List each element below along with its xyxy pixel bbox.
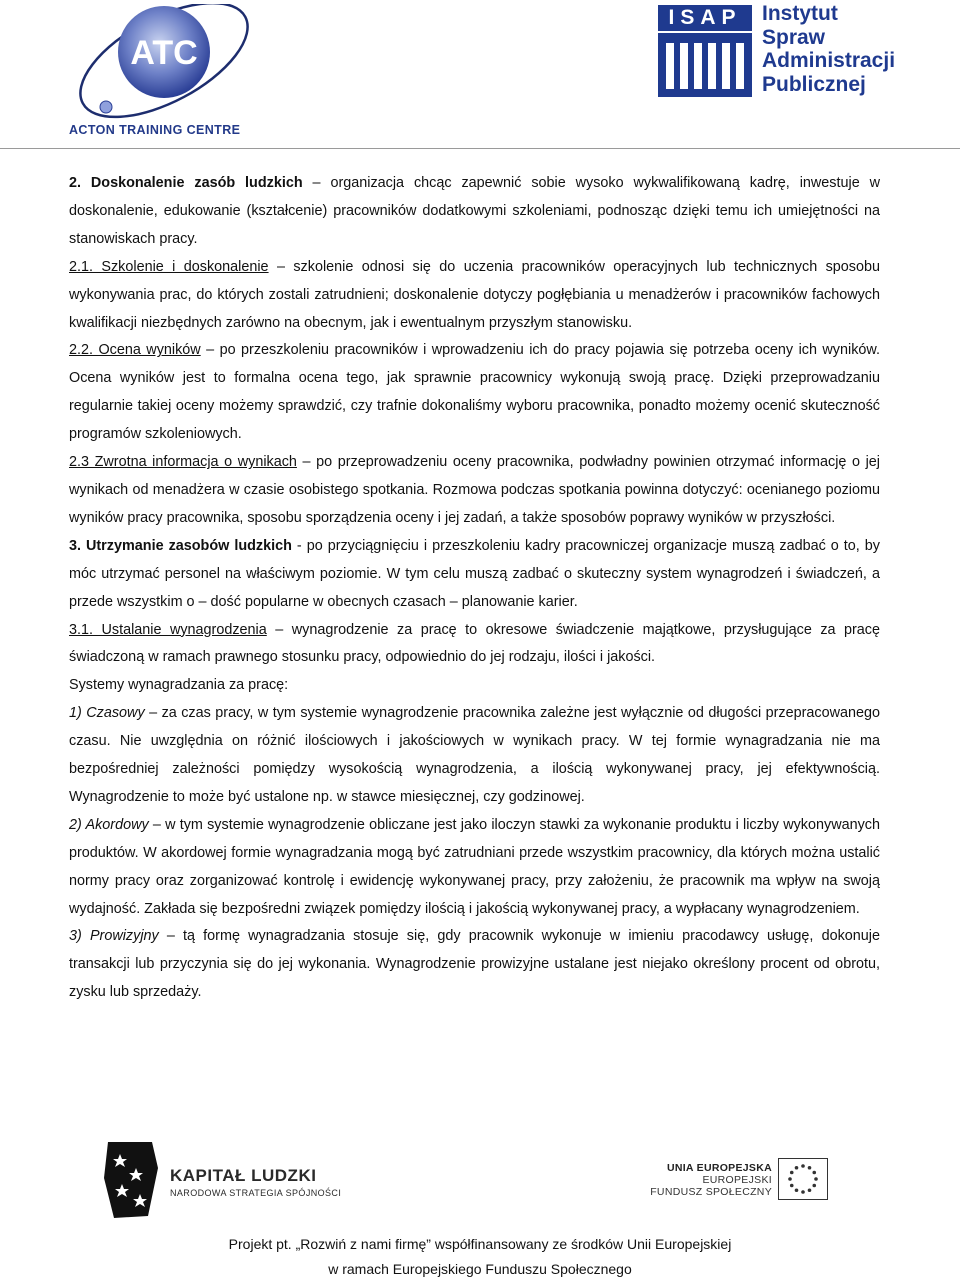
paragraph-p1: [69, 170, 880, 254]
paragraph-text: – szkolenie odnosi się do uczenia pracowników operacyjnych lub technicznych sposobu wykonywania prac, do których zostali zatrudnieni; doskonalenie dotyczy pogłębiania u menadżerów i pracowników fachowych kwalifikacji niezbędnych zarówno na obecnym, jak i ewentualnym przyszłym stanowisku.: [69, 258, 880, 331]
paragraph-text: – w tym systemie wynagrodzenie obliczane jest jako iloczyn stawki za wykonanie produktu i liczby wykonywanych produktów. W akordowej formie wynagradzania mogą być zatrudniani przede wszystkim pracownicy, dla których można ustalić normy pracy oraz zorganizować kontrolę i ewidencję wykonywanej pracy, przy założeniu, że pracownik ma wpływ na swoją wydajność. Zakłada się bezpośredni związek pomiędzy ilością i jakością wykonywanej pracy, a wypłacany wynagrodzeniem.: [69, 816, 880, 917]
kapital-ludzki-subtitle: NARODOWA STRATEGIA SPÓJNOŚCI: [170, 1188, 342, 1198]
paragraph-heading: 2. Doskonalenie zasób ludzkich: [69, 175, 303, 191]
paragraph-text: – za czas pracy, w tym systemie wynagrodzenie pracownika zależne jest wyłącznie od długości przepracowanego czasu. Nie uwzględnia on różnić ilościowych i jakościowych w wynikach pracy. W tej formie wynagradzania nie ma bezpośredniej zależności pomiędzy wysokością wynagrodzenia, a ilością wykonywanej pracy, jej efektywnością. Wynagrodzenie to może być ustalone np. w stawce miesięcznej, czy godzinowej.: [69, 705, 881, 805]
paragraph-heading: 3) Prowizyjny: [69, 928, 159, 945]
eu-star-icon: [788, 1177, 792, 1181]
isap-line: Administracji: [762, 49, 896, 72]
paragraph-p9: [69, 812, 880, 924]
isap-line: Publicznej: [762, 72, 866, 96]
paragraph-heading: 3. Utrzymanie zasobów ludzkich: [69, 537, 292, 554]
paragraph-text: Systemy wynagradzania za pracę:: [69, 677, 289, 694]
paragraph-text: – po przeszkoleniu pracowników i wprowadzeniu ich do pracy pojawia się potrzeba oceny ich wyników. Ocena wyników jest to formalna ocena tego, jak sprawnie pracownicy wykonują swoją pracę. Dzięki przeprowadzaniu regularnie takiej oceny możemy sprawdzić, czy trafnie dokonaliśmy wyboru pracownika, ponadto możemy ocenić skuteczność programów szkoleniowych.: [69, 342, 880, 443]
paragraph-heading: 2.3 Zwrotna informacja o wynikach: [69, 454, 297, 471]
paragraph-text: - po przyciągnięciu i przeszkoleniu kadry pracowniczej organizacje muszą zadbać o to, by móc utrzymać personel na właściwym poziomie. W tym celu muszą zadbać o skuteczny system wynagrodzeń i świadczeń, a przede wszystkim o – dość popularne w obecnych czasach – planowanie karier.: [69, 537, 880, 610]
isap-name: [762, 2, 932, 96]
isap-bar: ISAP: [658, 5, 752, 31]
eu-star-icon: [808, 1188, 812, 1192]
eu-fund-text: [640, 1162, 772, 1198]
atc-caption: ACTON TRAINING CENTRE: [69, 123, 241, 137]
eu-star-icon: [812, 1184, 816, 1188]
paragraph-p5: [69, 533, 880, 617]
kapital-ludzki-title: KAPITAŁ LUDZKI: [170, 1166, 317, 1185]
isap-building-icon: [658, 33, 752, 97]
eu-star-icon: [801, 1190, 805, 1194]
paragraph-text: – po przeprowadzeniu oceny pracownika, podwładny powinien otrzymać informację o jej wynikach od menadżera w czasie osobistego spotkania. Rozmowa podczas spotkania powinna dotyczyć: ocenianego poziomu wyników pracy pracownika, sposobu sporządzenia oceny i jej zadań, a także sposobów poprawy wyników w przyszłości.: [69, 454, 880, 526]
eu-flag-icon: [778, 1158, 828, 1200]
kapital-ludzki-logo: [100, 1138, 160, 1220]
paragraph-p8: [69, 700, 880, 812]
eu-star-icon: [814, 1177, 818, 1181]
paragraph-text: – organizacja chcąc zapewnić sobie wysoko wykwalifikowaną kadrę, inwestuje w doskonalenie, edukowanie (kształcenie) pracowników dodatkowymi szkoleniami, podnosząc dzięki temu ich umiejętności na stanowiskach pracy.: [69, 175, 880, 247]
footer-note-line1: Projekt pt. „Rozwiń z nami firmę” współfinansowany ze środków Unii Europejskiej: [228, 1236, 732, 1252]
page-header: [0, 0, 960, 150]
paragraph-p6: [69, 617, 880, 673]
eu-line: EUROPEJSKI: [702, 1174, 772, 1186]
paragraph-heading: 2.2. Ocena wyników: [69, 342, 201, 359]
eu-star-icon: [790, 1171, 794, 1175]
atc-logo-text: ATC: [130, 34, 198, 72]
paragraph-p3: [69, 337, 880, 449]
header-divider: [0, 148, 960, 149]
eu-line: UNIA EUROPEJSKA: [666, 1162, 772, 1174]
paragraph-heading: 1) Czasowy: [69, 705, 145, 722]
paragraph-text: – wynagrodzenie za pracę to okresowe świadczenie majątkowe, przysługujące za pracę świadczoną w ramach prawnego stosunku pracy, odpowiednio do jej rodzaju, ilości i jakości.: [69, 621, 880, 666]
footer-note-line2: w ramach Europejskiego Funduszu Społecznego: [328, 1261, 632, 1277]
eu-star-icon: [808, 1166, 812, 1170]
eu-star-icon: [795, 1166, 799, 1170]
document-body: [69, 170, 880, 1007]
eu-star-icon: [801, 1164, 805, 1168]
paragraph-p4: [69, 449, 880, 533]
atc-logo: [64, 4, 264, 140]
isap-line: Instytut: [762, 2, 838, 25]
eu-star-icon: [812, 1171, 816, 1175]
paragraph-p7: [69, 672, 880, 700]
paragraph-p2: [69, 254, 880, 338]
paragraph-p10: [69, 923, 880, 1007]
paragraph-text: – tą formę wynagradzania stosuje się, gdy pracownik wykonuje w imieniu pracodawcy usługę, dokonuje transakcji lub przyczynia się do jej wykonania. Wynagrodzenie prowizyjne ustalane jest niejako określony procent od obrotu, zysku lub sprzedaży.: [69, 928, 880, 1001]
paragraph-heading: 3.1. Ustalanie wynagrodzenia: [69, 621, 267, 638]
eu-line: FUNDUSZ SPOŁECZNY: [650, 1186, 772, 1198]
isap-line: Spraw: [762, 25, 826, 49]
paragraph-heading: 2) Akordowy: [69, 816, 149, 833]
paragraph-heading: 2.1. Szkolenie i doskonalenie: [69, 258, 269, 275]
eu-star-icon: [790, 1184, 794, 1188]
eu-star-icon: [795, 1188, 799, 1192]
